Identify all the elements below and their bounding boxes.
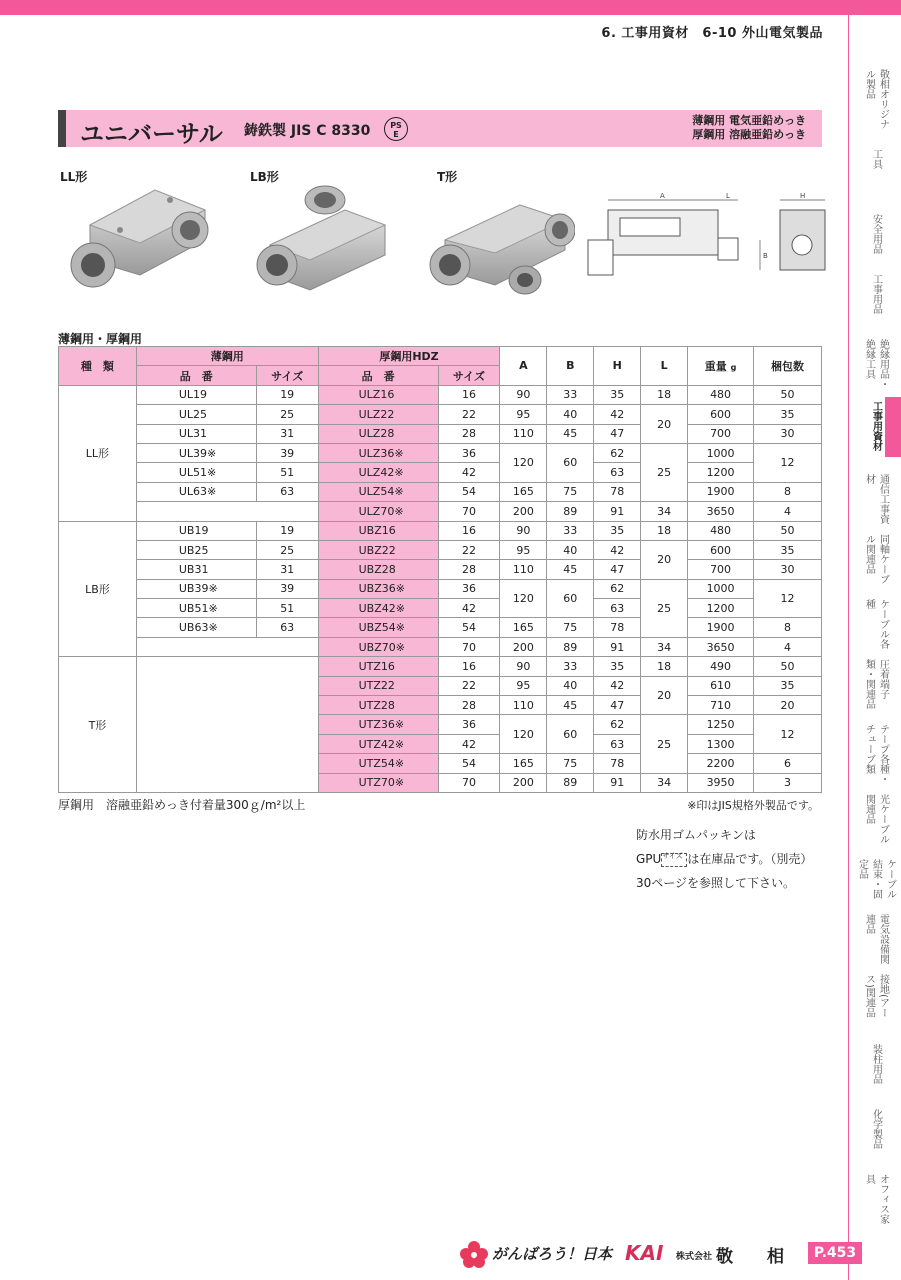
cell-A: 200 [500, 502, 547, 521]
table-row [59, 637, 822, 656]
cell-L: 34 [641, 502, 688, 521]
cell-thick-size: 16 [438, 521, 500, 540]
cell-thick-no: ULZ42※ [318, 463, 438, 482]
cell-thick-size: 36 [438, 443, 500, 462]
t-fitting-photo [425, 185, 575, 305]
note-line-3: 30ページを参照して下さい。 [636, 876, 796, 890]
cell-pack: 30 [754, 560, 822, 579]
cell-L: 25 [641, 443, 688, 501]
sidebar-active-tab [885, 397, 901, 457]
table-row [59, 657, 822, 676]
cell-weight: 1250 [688, 715, 754, 734]
cell-weight: 1900 [688, 618, 754, 637]
company-prefix: 株式会社 [676, 1252, 713, 1262]
cell-weight: 3650 [688, 637, 754, 656]
cell-thin-size: 51 [256, 463, 318, 482]
cell-L: 18 [641, 385, 688, 404]
sidebar-item[interactable]: 圧着端子類・関連品 [863, 659, 889, 709]
cell-thin-no: UL63※ [136, 482, 256, 501]
cell-L: 25 [641, 579, 688, 637]
section-title: 6. 工事用資材 6-10 外山電気製品 [601, 26, 823, 41]
cell-L: 20 [641, 540, 688, 579]
cell-thin-no: UB39※ [136, 579, 256, 598]
cell-thick-no: UBZ42※ [318, 599, 438, 618]
cell-thin-no: UB19 [136, 521, 256, 540]
cell-L: 20 [641, 676, 688, 715]
cell-L: 34 [641, 637, 688, 656]
cell-weight: 480 [688, 385, 754, 404]
sidebar-item[interactable]: 化学製品 [870, 1109, 882, 1149]
cell-H: 47 [594, 696, 641, 715]
cell-H: 62 [594, 715, 641, 734]
cell-weight: 1000 [688, 579, 754, 598]
cell-B: 60 [547, 443, 594, 482]
cell-L: 18 [641, 521, 688, 540]
cell-L: 18 [641, 657, 688, 676]
cell-thick-no: UTZ28 [318, 696, 438, 715]
product-title: ユニバーサル [80, 120, 223, 148]
size-placeholder-box: サイズ [661, 853, 687, 867]
cell-B: 75 [547, 618, 594, 637]
cell-pack: 12 [754, 443, 822, 482]
col-pack: 梱包数 [754, 347, 822, 386]
col-thin-no: 品 番 [136, 366, 256, 385]
cell-weight: 600 [688, 405, 754, 424]
table-row [59, 540, 822, 559]
cell-A: 95 [500, 540, 547, 559]
plating-spec-thick: 厚鋼用 溶融亜鉛めっき [692, 128, 806, 141]
cell-pack: 6 [754, 754, 822, 773]
cherry-blossom-icon [458, 1238, 490, 1268]
table-row [59, 502, 822, 521]
cell-pack: 12 [754, 579, 822, 618]
cell-thick-size: 36 [438, 715, 500, 734]
table-row [59, 385, 822, 404]
cell-A: 90 [500, 657, 547, 676]
cell-H: 35 [594, 657, 641, 676]
cell-pack: 12 [754, 715, 822, 754]
dimension-diagram [580, 190, 830, 285]
cell-thick-no: UTZ42※ [318, 734, 438, 753]
cell-H: 91 [594, 502, 641, 521]
cell-thick-no: UBZ70※ [318, 637, 438, 656]
cell-weight: 1200 [688, 599, 754, 618]
cell-weight: 1000 [688, 443, 754, 462]
empty-thin-cell [136, 637, 318, 656]
cell-H: 42 [594, 405, 641, 424]
cell-thin-no: UL25 [136, 405, 256, 424]
table-row [59, 405, 822, 424]
type-group-label: LB形 [59, 521, 137, 657]
cell-thick-size: 70 [438, 502, 500, 521]
table-row [59, 579, 822, 598]
col-thin: 薄鋼用 [136, 347, 318, 366]
top-accent-bar [0, 0, 901, 15]
cell-thin-size: 19 [256, 385, 318, 404]
cell-weight: 700 [688, 424, 754, 443]
cell-thin-no: UL19 [136, 385, 256, 404]
cell-B: 33 [547, 521, 594, 540]
cell-pack: 8 [754, 618, 822, 637]
table-row [59, 463, 822, 482]
cell-A: 120 [500, 579, 547, 618]
cell-H: 78 [594, 754, 641, 773]
cell-A: 120 [500, 715, 547, 754]
cell-thick-size: 54 [438, 618, 500, 637]
cell-H: 78 [594, 618, 641, 637]
cell-pack: 35 [754, 405, 822, 424]
product-header [58, 110, 822, 147]
cell-H: 63 [594, 463, 641, 482]
cell-pack: 4 [754, 502, 822, 521]
cell-thick-no: UTZ36※ [318, 715, 438, 734]
cell-thin-size: 39 [256, 443, 318, 462]
cell-thick-size: 36 [438, 579, 500, 598]
cell-A: 200 [500, 637, 547, 656]
cell-weight: 1200 [688, 463, 754, 482]
cell-thick-size: 42 [438, 463, 500, 482]
product-label-ll: LL形 [60, 170, 88, 184]
cell-thin-no: UL31 [136, 424, 256, 443]
sidebar-item[interactable]: 同軸ケーブル関連品 [863, 534, 889, 584]
cell-H: 47 [594, 560, 641, 579]
cell-weight: 3950 [688, 773, 754, 792]
type-group-label: LL形 [59, 385, 137, 521]
table-row [59, 443, 822, 462]
cell-thin-no: UL51※ [136, 463, 256, 482]
note-line-1: 防水用ゴムパッキンは [636, 828, 756, 842]
cell-thick-no: ULZ16 [318, 385, 438, 404]
col-b: B [547, 347, 594, 386]
cell-pack: 4 [754, 637, 822, 656]
cell-A: 95 [500, 676, 547, 695]
cell-thick-no: UTZ54※ [318, 754, 438, 773]
cell-L: 25 [641, 715, 688, 773]
cell-thin-no: UL39※ [136, 443, 256, 462]
cell-weight: 1300 [688, 734, 754, 753]
dim-label-b: B [763, 252, 768, 260]
table-row [59, 618, 822, 637]
cell-B: 60 [547, 715, 594, 754]
col-l: L [641, 347, 688, 386]
cell-thick-size: 22 [438, 540, 500, 559]
cell-B: 75 [547, 482, 594, 501]
cell-B: 40 [547, 676, 594, 695]
plating-spec [692, 114, 806, 142]
ll-fitting-photo [65, 185, 215, 305]
cell-thick-size: 28 [438, 696, 500, 715]
cell-weight: 610 [688, 676, 754, 695]
cell-H: 35 [594, 521, 641, 540]
cell-A: 120 [500, 443, 547, 482]
cell-H: 63 [594, 734, 641, 753]
product-label-lb: LB形 [250, 170, 279, 184]
cell-weight: 600 [688, 540, 754, 559]
col-thick: 厚鋼用HDZ [318, 347, 500, 366]
cell-thick-no: UBZ54※ [318, 618, 438, 637]
cell-B: 45 [547, 424, 594, 443]
cell-thick-no: UBZ28 [318, 560, 438, 579]
cell-H: 91 [594, 773, 641, 792]
sidebar-item[interactable]: ケーブル各種 [863, 599, 889, 649]
cell-thin-no: UB51※ [136, 599, 256, 618]
cell-thick-size: 42 [438, 734, 500, 753]
col-weight: 重量 g [688, 347, 754, 386]
cell-B: 40 [547, 405, 594, 424]
cell-thick-size: 54 [438, 754, 500, 773]
cell-H: 91 [594, 637, 641, 656]
col-a: A [500, 347, 547, 386]
slogan-logo: がんばろう！日本 [492, 1245, 613, 1263]
table-row [59, 599, 822, 618]
cell-thick-size: 16 [438, 385, 500, 404]
cell-H: 62 [594, 443, 641, 462]
sidebar-item[interactable]: ケーブル結束・固定品 [856, 859, 896, 899]
header-marker [58, 110, 66, 147]
dim-label-a: A [660, 192, 665, 200]
cell-A: 110 [500, 560, 547, 579]
cell-thick-size: 22 [438, 676, 500, 695]
sidebar-item[interactable]: 工事用品 [870, 274, 882, 314]
cell-thick-size: 28 [438, 424, 500, 443]
cell-B: 75 [547, 754, 594, 773]
cell-A: 90 [500, 385, 547, 404]
note-line-2: GPU サイズ は在庫品です。（別売） [636, 851, 813, 866]
cell-H: 47 [594, 424, 641, 443]
page-number-badge: P.453 [808, 1242, 862, 1264]
cell-pack: 35 [754, 676, 822, 695]
cell-thin-no: UB25 [136, 540, 256, 559]
cell-B: 33 [547, 657, 594, 676]
col-thin-size: サイズ [256, 366, 318, 385]
cell-weight: 710 [688, 696, 754, 715]
cell-thick-size: 70 [438, 773, 500, 792]
cell-H: 78 [594, 482, 641, 501]
cell-thin-no: UB63※ [136, 618, 256, 637]
company-name: 敬 相 [716, 1247, 784, 1267]
sidebar-item[interactable]: 接地(アース)関連品 [863, 974, 889, 1018]
category-sidebar [848, 15, 901, 1280]
table-row [59, 560, 822, 579]
cell-thick-size: 16 [438, 657, 500, 676]
cell-B: 45 [547, 696, 594, 715]
sidebar-item[interactable]: オフィス家具 [863, 1174, 889, 1224]
cell-pack: 20 [754, 696, 822, 715]
cell-thick-no: UTZ70※ [318, 773, 438, 792]
jis-footnote: ※印はJIS規格外製品です。 [687, 799, 819, 812]
cell-H: 42 [594, 676, 641, 695]
kai-brand-logo: KAI [625, 1241, 664, 1265]
col-type: 種 類 [59, 347, 137, 386]
dim-label-l: L [726, 192, 730, 200]
cell-H: 35 [594, 385, 641, 404]
sidebar-item[interactable]: テープ各種・チューブ類 [863, 724, 889, 784]
cell-A: 95 [500, 405, 547, 424]
cell-pack: 50 [754, 521, 822, 540]
cell-thin-size: 25 [256, 405, 318, 424]
cell-thick-no: UBZ22 [318, 540, 438, 559]
cell-pack: 3 [754, 773, 822, 792]
cell-thick-no: ULZ54※ [318, 482, 438, 501]
sidebar-item[interactable]: 光ケーブル関連品 [863, 794, 889, 844]
cell-weight: 2200 [688, 754, 754, 773]
cell-thin-size: 63 [256, 482, 318, 501]
cell-B: 40 [547, 540, 594, 559]
product-label-t: T形 [437, 170, 458, 184]
table-row [59, 521, 822, 540]
plating-footnote: 厚鋼用 溶融亜鉛めっき付着量300ｇ/m²以上 [58, 798, 306, 812]
cell-thin-size: 31 [256, 424, 318, 443]
col-thick-no: 品 番 [318, 366, 438, 385]
sidebar-item[interactable]: 装柱用品 [870, 1044, 882, 1084]
cell-thick-no: ULZ36※ [318, 443, 438, 462]
cell-thick-no: UBZ16 [318, 521, 438, 540]
table-row [59, 482, 822, 501]
cell-thin-size: 63 [256, 618, 318, 637]
cell-B: 89 [547, 773, 594, 792]
cell-B: 33 [547, 385, 594, 404]
col-thick-size: サイズ [438, 366, 500, 385]
cell-thin-no: UB31 [136, 560, 256, 579]
cell-A: 165 [500, 754, 547, 773]
cell-thick-size: 28 [438, 560, 500, 579]
col-h: H [594, 347, 641, 386]
empty-thin-cell [136, 657, 318, 793]
sidebar-item[interactable]: 敬相オリジナル製品 [863, 69, 889, 129]
cell-pack: 30 [754, 424, 822, 443]
sidebar-item[interactable]: 絶縁用品・絶縁工具 [863, 339, 889, 389]
cell-A: 165 [500, 618, 547, 637]
cell-thick-no: UTZ16 [318, 657, 438, 676]
cell-thick-no: ULZ70※ [318, 502, 438, 521]
cell-H: 42 [594, 540, 641, 559]
cell-thick-size: 22 [438, 405, 500, 424]
cell-thick-no: ULZ28 [318, 424, 438, 443]
spec-table [58, 346, 822, 793]
cell-A: 90 [500, 521, 547, 540]
cell-A: 200 [500, 773, 547, 792]
cell-thin-size: 51 [256, 599, 318, 618]
cell-thin-size: 39 [256, 579, 318, 598]
cell-A: 110 [500, 696, 547, 715]
cell-pack: 35 [754, 540, 822, 559]
cell-H: 63 [594, 599, 641, 618]
cell-H: 62 [594, 579, 641, 598]
cell-weight: 1900 [688, 482, 754, 501]
dim-label-h: H [800, 192, 806, 200]
cell-B: 89 [547, 637, 594, 656]
cell-L: 20 [641, 405, 688, 444]
cell-A: 165 [500, 482, 547, 501]
lb-fitting-photo [255, 185, 395, 305]
sidebar-item[interactable]: 工事用資材 [849, 397, 901, 457]
cell-thick-no: UTZ22 [318, 676, 438, 695]
cell-thick-size: 70 [438, 637, 500, 656]
cell-B: 45 [547, 560, 594, 579]
product-subtitle: 鋳鉄製 JIS C 8330 [244, 123, 371, 139]
cell-thick-no: ULZ22 [318, 405, 438, 424]
cell-thick-size: 42 [438, 599, 500, 618]
cell-B: 60 [547, 579, 594, 618]
cell-pack: 50 [754, 385, 822, 404]
cell-thin-size: 31 [256, 560, 318, 579]
type-group-label: T形 [59, 657, 137, 793]
sidebar-item[interactable]: 電気設備関連品 [863, 914, 889, 964]
cell-weight: 490 [688, 657, 754, 676]
sidebar-item[interactable]: 安全用品 [870, 214, 882, 254]
cell-thick-size: 54 [438, 482, 500, 501]
cell-thick-no: UBZ36※ [318, 579, 438, 598]
cell-L: 34 [641, 773, 688, 792]
table-row [59, 424, 822, 443]
table-caption: 薄鋼用・厚鋼用 [58, 332, 143, 346]
empty-thin-cell [136, 502, 318, 521]
cell-thin-size: 19 [256, 521, 318, 540]
plating-spec-thin: 薄鋼用 電気亜鉛めっき [692, 114, 806, 127]
cell-pack: 50 [754, 657, 822, 676]
cell-weight: 700 [688, 560, 754, 579]
cell-A: 110 [500, 424, 547, 443]
sidebar-item[interactable]: 通信工事資材 [863, 474, 889, 524]
packing-note [636, 823, 812, 895]
cell-pack: 8 [754, 482, 822, 501]
cell-weight: 480 [688, 521, 754, 540]
cell-weight: 3650 [688, 502, 754, 521]
cell-B: 89 [547, 502, 594, 521]
pse-mark-icon: PS E [384, 117, 408, 141]
cell-thin-size: 25 [256, 540, 318, 559]
sidebar-item[interactable]: 工具 [870, 149, 882, 169]
